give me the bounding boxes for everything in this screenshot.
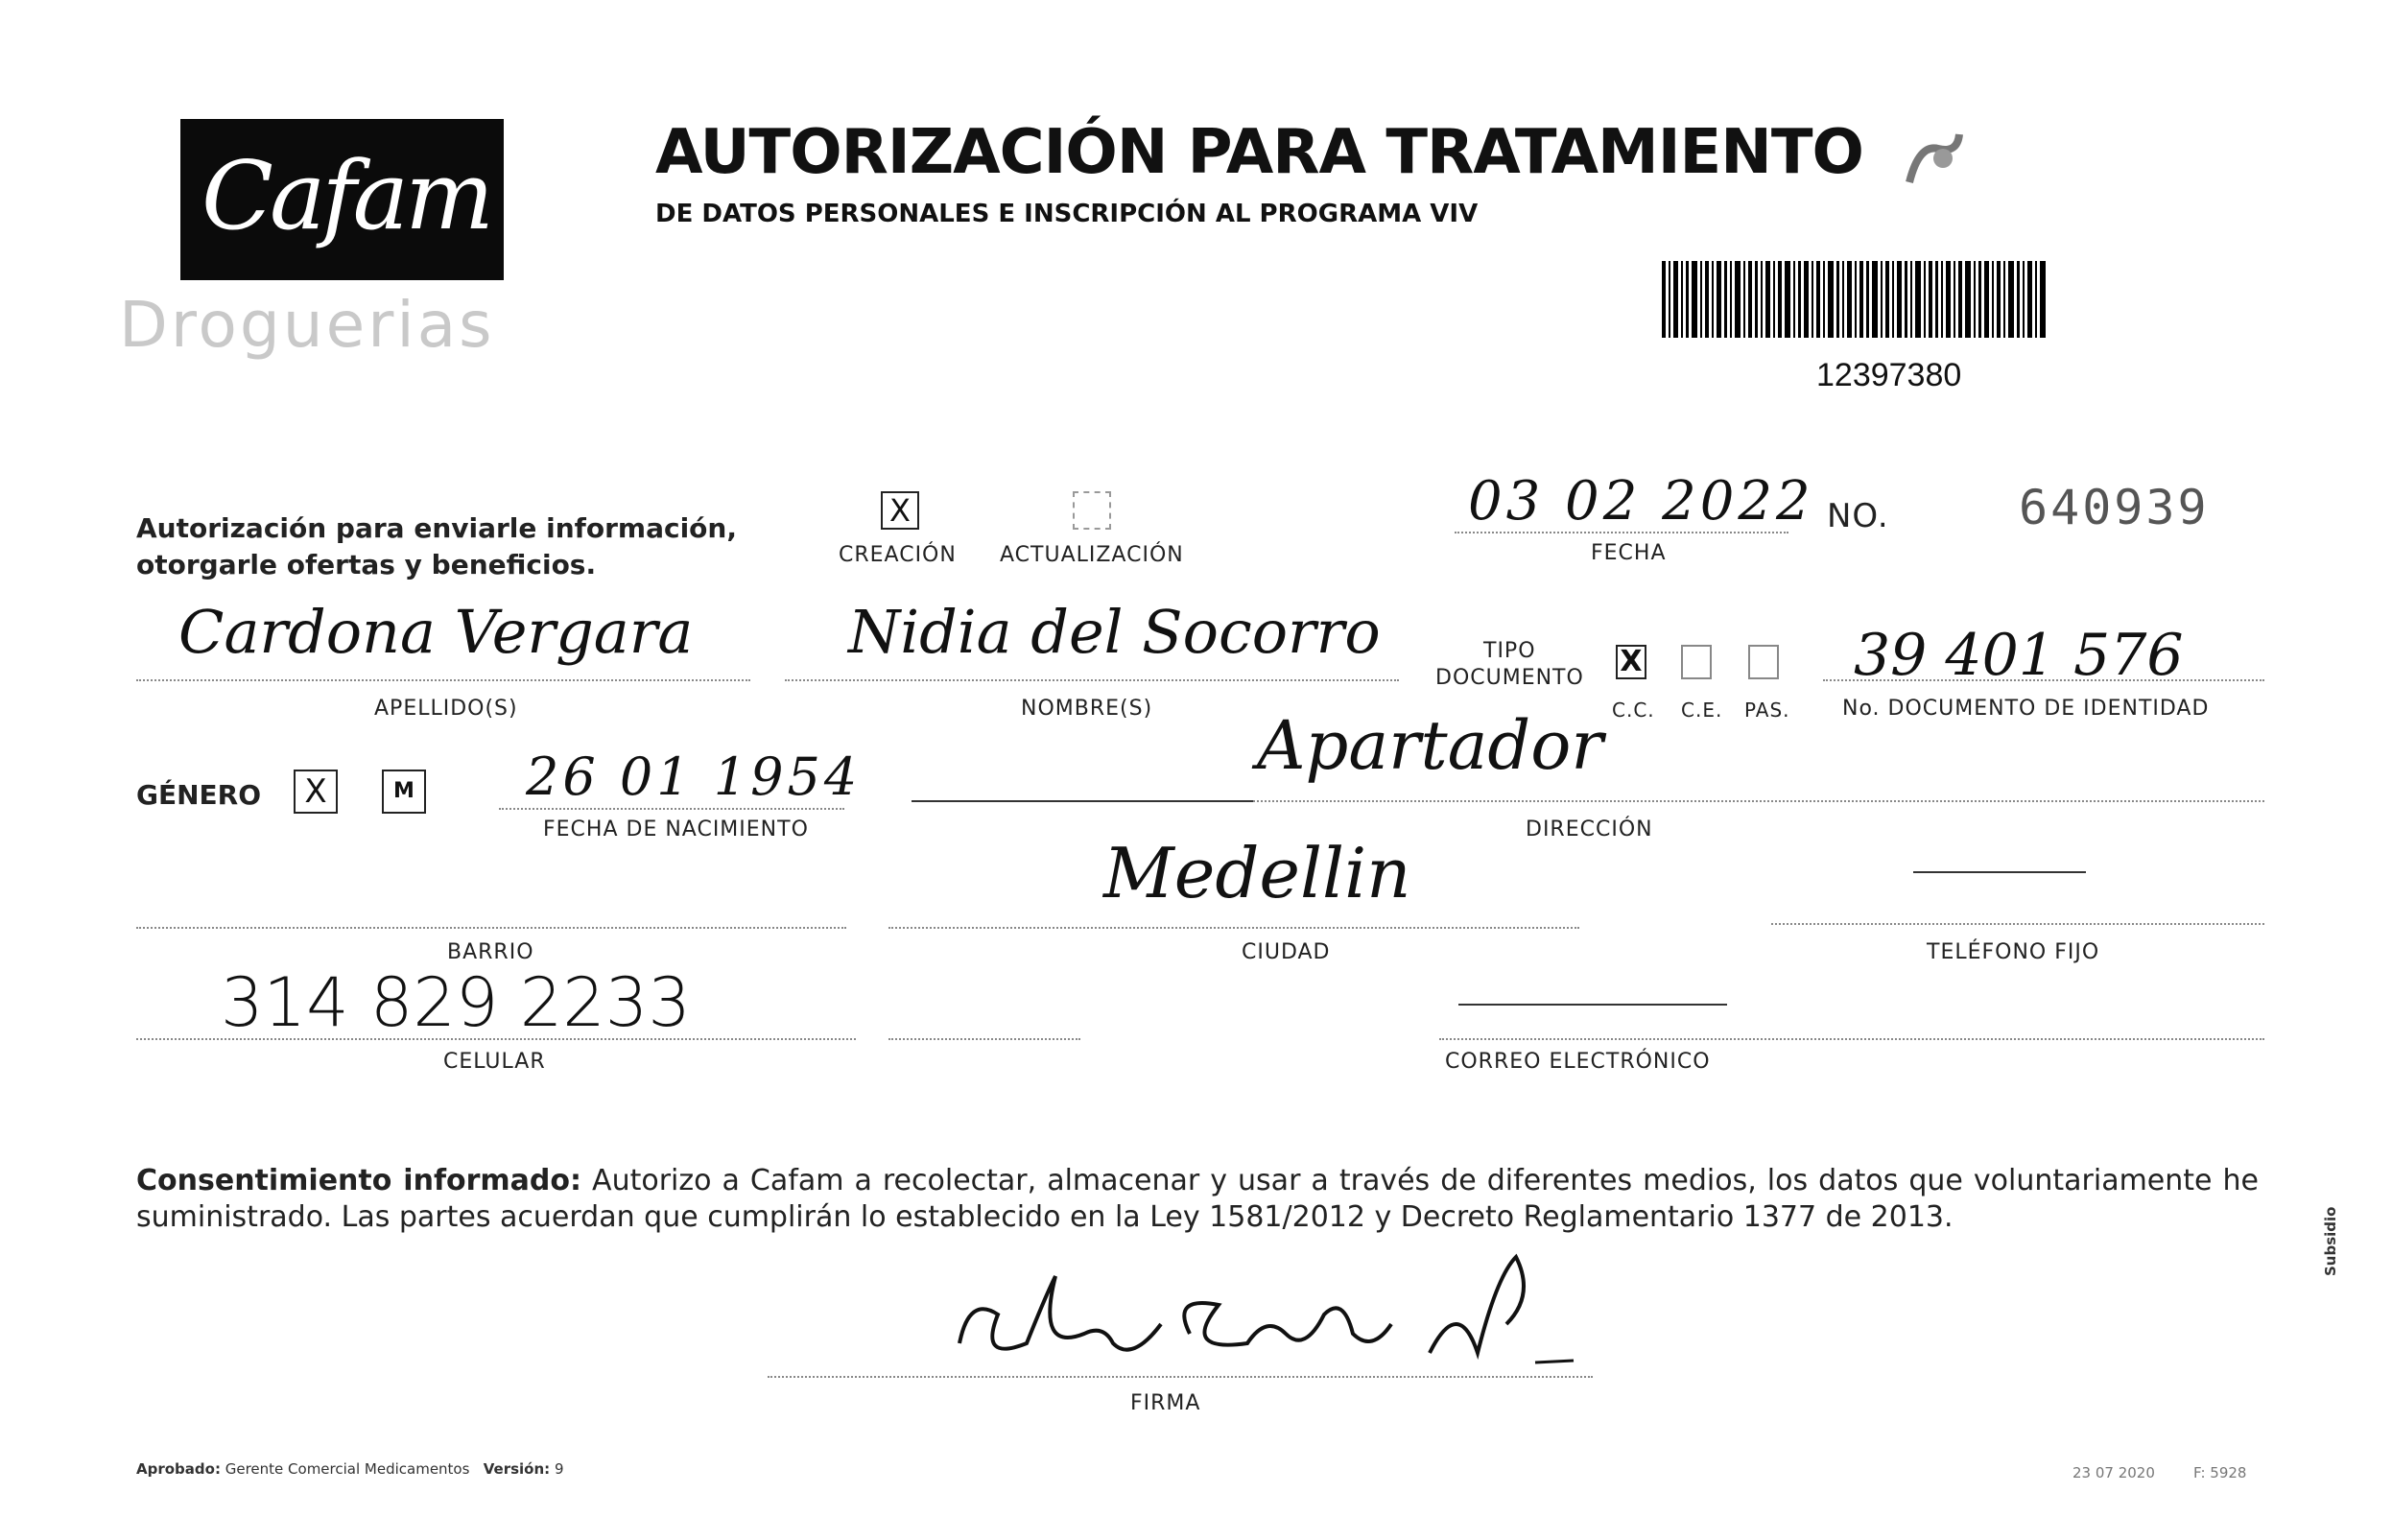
logo-text: Cafam [201,142,491,251]
signature-label: FIRMA [1130,1391,1201,1415]
auth-intro-line2: otorgarle ofertas y beneficios. [136,549,597,580]
consent-paragraph [136,1163,2259,1236]
correo-line-start [888,1038,1080,1040]
doc-number-value: 39 401 576 [1854,622,2184,689]
creacion-checkbox[interactable]: X [881,491,919,530]
aprobado-label: Aprobado: [136,1460,221,1478]
ciudad-value: Medellin [1103,833,1411,913]
nacimiento-line [499,808,844,810]
ce-checkbox[interactable] [1681,645,1712,679]
ce-label: C.E. [1681,699,1723,722]
footer-form-code: F: 5928 [2193,1464,2247,1481]
barcode-number: 12397380 [1816,357,1962,393]
telefono-dash [1913,871,2086,873]
telefono-label: TELÉFONO FIJO [1927,940,2100,964]
cc-checkbox[interactable]: X [1616,645,1646,679]
barcode [1662,261,2048,338]
pas-checkbox[interactable] [1748,645,1779,679]
stamp-icon [1900,125,1967,192]
pas-label: PAS. [1744,699,1790,722]
celular-label: CELULAR [443,1050,546,1074]
signature-drawing [940,1238,1602,1391]
aprobado-value: Gerente Comercial Medicamentos [225,1460,470,1478]
signature-line [768,1376,1593,1378]
direccion-value: Apartador [1257,706,1603,785]
side-brand: Subsidio [2322,1206,2339,1276]
consent-heading: Consentimiento informado: [136,1164,581,1197]
fecha-label: FECHA [1591,541,1667,565]
correo-label: CORREO ELECTRÓNICO [1445,1050,1711,1074]
apellidos-line [136,679,750,681]
nombres-label: NOMBRE(S) [1021,697,1153,721]
page-subtitle: DE DATOS PERSONALES E INSCRIPCIÓN AL PROGRAMA VIV [655,200,1479,228]
footer-approval [136,1460,564,1478]
nacimiento-label: FECHA DE NACIMIENTO [543,817,809,841]
version-label: Versión: [483,1460,551,1478]
nombres-line [785,679,1399,681]
direccion-line-start [912,800,1253,802]
genero-m-checkbox[interactable]: M [382,770,426,814]
tipo-doc-label-1: TIPO [1483,639,1536,663]
form-number: 640939 [2019,480,2210,535]
tipo-doc-label-2: DOCUMENTO [1435,666,1584,690]
fecha-value: 03 02 2022 [1468,470,1814,533]
celular-value: 314 829 2233 [221,963,691,1042]
nombres-value: Nidia del Socorro [848,597,1381,667]
page-title: AUTORIZACIÓN PARA TRATAMIENTO [655,117,1863,188]
actualizacion-checkbox[interactable] [1073,491,1111,530]
ciudad-label: CIUDAD [1242,940,1331,964]
consent-body: Autorizo a Cafam a recolectar, almacenar y usar a través de diferentes medios, los datos que voluntariamente he suministrado. Las partes acuerdan que cumplirán lo establecido en la Ley 1581/2012 y Decreto Reglamentario 1377 de 2013. [136,1164,2259,1234]
genero-f-checkbox[interactable]: X [294,770,338,814]
doc-number-label: No. DOCUMENTO DE IDENTIDAD [1842,697,2210,721]
fecha-line [1455,532,1788,533]
apellidos-label: APELLIDO(S) [374,697,518,721]
creacion-label: CREACIÓN [839,543,957,567]
correo-line [1439,1038,2264,1040]
apellidos-value: Cardona Vergara [178,597,694,667]
actualizacion-label: ACTUALIZACIÓN [1000,543,1184,567]
auth-intro-line1: Autorización para enviarle información, [136,512,737,544]
cc-label: C.C. [1612,699,1655,722]
correo-dash [1458,1004,1727,1006]
ciudad-line [888,927,1579,929]
genero-label: GÉNERO [136,779,262,811]
logo-subtitle: Droguerias [119,288,495,362]
celular-line [136,1038,856,1040]
nacimiento-value: 26 01 1954 [526,746,862,807]
no-label: NO. [1827,497,1889,535]
direccion-line [1253,800,2264,802]
footer-date: 23 07 2020 [2072,1464,2155,1481]
direccion-label: DIRECCIÓN [1526,817,1653,841]
version-value: 9 [554,1460,564,1478]
barrio-label: BARRIO [447,940,534,964]
telefono-line [1771,923,2264,925]
doc-number-line [1823,679,2264,681]
barrio-line [136,927,846,929]
